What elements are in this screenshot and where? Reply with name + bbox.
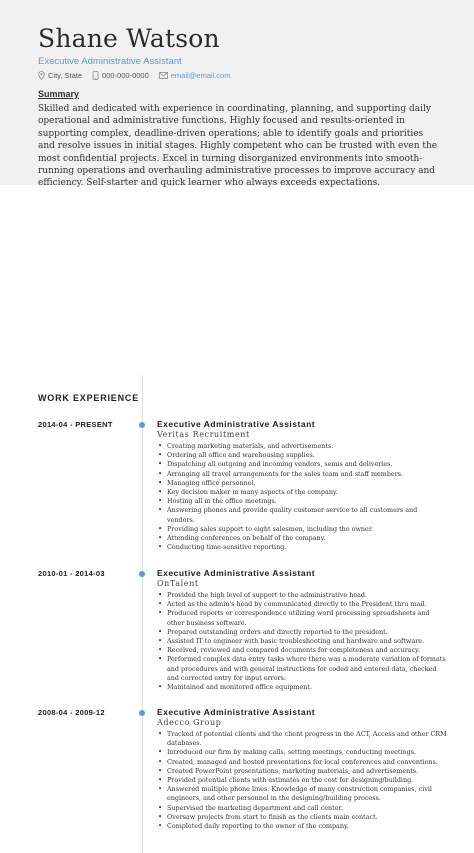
summary-heading: Summary: [38, 89, 80, 99]
list-item: • Hosting all in the office meetings.: [157, 497, 447, 506]
job-title: Executive Administrative Assistant: [157, 568, 316, 578]
candidate-name: Shane Watson: [38, 24, 220, 53]
list-item: • Answering phones and provide quality customer service to all customers and vendors.: [157, 506, 447, 524]
contact-phone: [92, 71, 149, 80]
email-link[interactable]: email@email.com: [170, 71, 231, 80]
job-bullets: [157, 730, 447, 831]
list-item: • Tracked of potential clients and the client progress in the ACT, Access and other CRM databases.: [157, 730, 447, 748]
list-item: • Creating marketing materials, and advertisements.: [157, 442, 447, 451]
list-item: • Introduced our firm by making calls, setting meetings, conducting meetings.: [157, 748, 447, 757]
job-company: Veritas Recruitment: [157, 430, 250, 439]
location-text: City, State: [48, 71, 83, 80]
list-item: • Supervised the marketing department and call center.: [157, 804, 447, 813]
list-item: • Answered multiple phone lines. Knowledge of many construction companies, civil engineers, and other personnel in the designing/building process.: [157, 785, 447, 803]
list-item: • Managing office personnel.: [157, 479, 447, 488]
job-title: Executive Administrative Assistant: [157, 419, 316, 429]
email-icon: [159, 72, 168, 79]
list-item: • Assisted IT to engineer with basic troubleshooting and hardware and software.: [157, 637, 447, 646]
location-pin-icon: [38, 71, 45, 80]
list-item: • Completed daily reporting to the owner of the company.: [157, 822, 447, 831]
section-title-work-experience: WORK EXPERIENCE: [38, 393, 140, 403]
list-item: • Attending conferences on behalf of the company.: [157, 534, 447, 543]
contact-email[interactable]: [159, 71, 231, 80]
list-item: • Providing sales support to eight salesmen, including the owner.: [157, 525, 447, 534]
list-item: • Created, managed and hosted presentations for local conferences and conventions.: [157, 758, 447, 767]
list-item: • Received, reviewed and compared documents for completeness and accuracy.: [157, 646, 447, 655]
job-bullets: [157, 591, 447, 692]
list-item: • Created PowerPoint presentations, marketing materials, and advertisements.: [157, 767, 447, 776]
job-dates: 2010-01 - 2014-03: [38, 569, 105, 578]
list-item: • Ordering all office and warehousing supplies.: [157, 451, 447, 460]
timeline-dot: [139, 710, 145, 716]
phone-icon: [92, 71, 99, 80]
list-item: • Oversaw projects from start to finish as the clients main contact.: [157, 813, 447, 822]
job-bullets: [157, 442, 447, 552]
candidate-role: Executive Administrative Assistant: [38, 56, 182, 67]
list-item: • Arranging all travel arrangements for the sales team and staff members.: [157, 470, 447, 479]
job-company: OnTalent: [157, 579, 199, 588]
job-company: Adecco Group: [157, 718, 222, 727]
list-item: • Prepared outstanding orders and directly reported to the president.: [157, 628, 447, 637]
list-item: • Provided potential clients with estimates on the cost for designing/building.: [157, 776, 447, 785]
list-item: • Performed complex data entry tasks where there was a moderate variation of formats and procedures and with general instructions for coded and entered data, checked and corrected entry for input errors.: [157, 655, 447, 683]
phone-text: 000-000-0000: [102, 71, 149, 80]
job-title: Executive Administrative Assistant: [157, 707, 316, 717]
timeline-dot: [139, 422, 145, 428]
timeline-line: [142, 375, 143, 853]
timeline-dot: [139, 571, 145, 577]
contact-row: [38, 71, 436, 80]
resume-header: [0, 0, 474, 189]
list-item: • Key decision maker in many aspects of the company.: [157, 488, 447, 497]
list-item: • Dispatching all outgoing and incoming vendors, semis and deliveries.: [157, 460, 447, 469]
list-item: • Provided the high level of support to the administrative head.: [157, 591, 447, 600]
job-dates: 2008-04 - 2009-12: [38, 708, 105, 717]
list-item: • Conducting time-sensitive reporting.: [157, 543, 447, 552]
summary-text: Skilled and dedicated with experience in coordinating, planning, and supporting daily operational and administrative functions. Highly focused and results-oriented in supporting complex, deadline-driven operations; able to identify goals and priorities and resolve issues in initial stages. Highly competent who can be trusted with even the most confidential projects. Excel in turning disorganized environments into smooth-running operations and overhauling administrative processes to improve accuracy and efficiency. Self-starter and quick learner who always exceeds expectations.: [38, 104, 438, 189]
list-item: • Acted as the admin's head by communicated directly to the President thru mail.: [157, 600, 447, 609]
list-item: • Maintained and monitored office equipment.: [157, 683, 447, 692]
list-item: • Produced reports or correspondence utilizing word processing spreadsheets and other business software.: [157, 609, 447, 627]
contact-location: [38, 71, 82, 80]
job-dates: 2014-04 - PRESENT: [38, 420, 113, 429]
